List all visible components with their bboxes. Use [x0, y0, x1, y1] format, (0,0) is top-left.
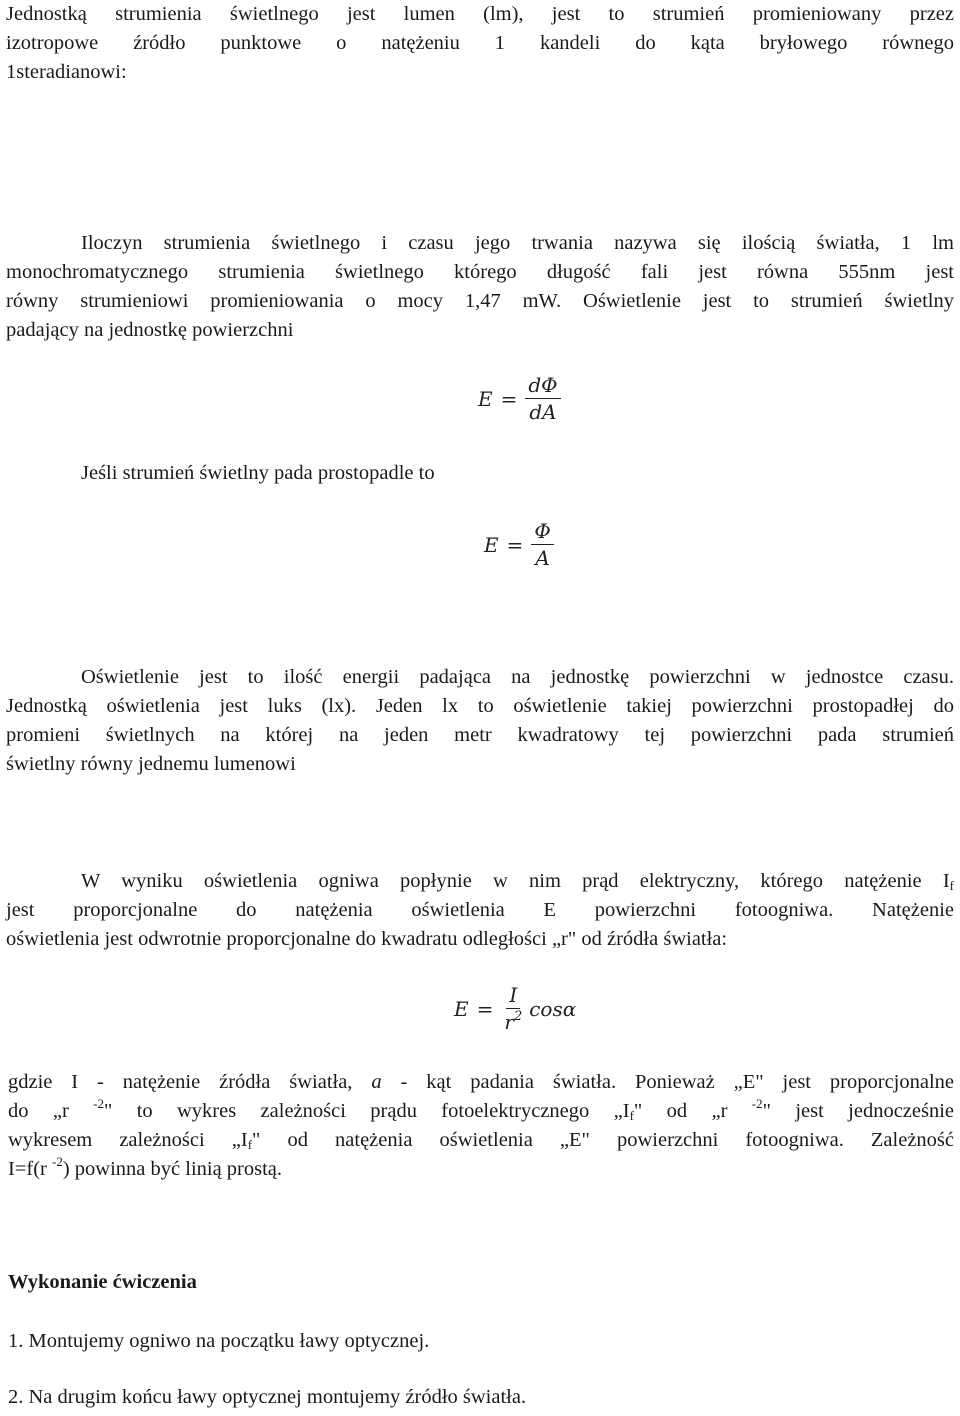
text-line: jest proporcjonalne do natężenia oświetlenia E powierzchni fotoogniwa. Natężenie: [6, 899, 954, 921]
formula-inverse-square: [454, 982, 576, 1035]
text-segment: W wyniku oświetlenia ogniwa popłynie w nim prąd elektryczny, którego natężenie I: [81, 870, 950, 892]
text-line: 1steradianowi:: [6, 61, 127, 83]
text-segment: ) powinna być linią prostą.: [62, 1158, 283, 1180]
formula-fraction: [525, 372, 560, 425]
formula-equals: =: [500, 386, 518, 411]
formula-equals: =: [506, 532, 524, 557]
formula-numerator: I: [506, 982, 520, 1009]
text-segment: - kąt padania światła. Ponieważ „E" jest proporcjonalne: [400, 1071, 955, 1093]
text-line: padający na jednostkę powierzchni: [6, 319, 294, 341]
paragraph-illuminance-definition: [6, 663, 954, 779]
text-line: Iloczyn strumienia świetlnego i czasu jego trwania nazywa się ilością światła, 1 lm: [81, 232, 954, 254]
paragraph-lumen-definition: [6, 0, 954, 87]
list-item: 1. Montujemy ogniwo na początku ławy optycznej.: [8, 1330, 430, 1352]
text-line: [8, 1097, 954, 1126]
text-segment: wykresem zależności „I: [8, 1129, 248, 1151]
superscript: -2: [52, 1154, 63, 1169]
section-heading: Wykonanie ćwiczenia: [8, 1271, 197, 1293]
text-line: Oświetlenie jest to ilość energii padająca na jednostkę powierzchni w jednostce czasu.: [81, 666, 954, 688]
text-line: Jednostką oświetlenia jest luks (lx). Jeden lx to oświetlenie takiej powierzchni prostopadłej do: [6, 695, 954, 717]
text-segment: gdzie I - natężenie źródła światła,: [8, 1071, 353, 1093]
formula-equals: =: [476, 996, 494, 1021]
formula-fraction: [531, 518, 553, 571]
formula-exponent: 2: [513, 1009, 523, 1024]
text-line: [8, 1068, 954, 1097]
text-line: świetlny równy jednemu lumenowi: [6, 753, 296, 775]
formula-lhs: E: [478, 386, 493, 411]
paragraph-perpendicular: Jeśli strumień świetlny pada prostopadle to: [81, 462, 435, 484]
text-line: promieni świetlnych na której na jeden metr kwadratowy tej powierzchni pada strumień: [6, 724, 954, 746]
text-line: równy strumieniowi promieniowania o mocy 1,47 mW. Oświetlenie jest to strumień świetlny: [6, 290, 954, 312]
text-line: oświetlenia jest odwrotnie proporcjonalne do kwadratu odległości „r" od źródła światła:: [6, 928, 728, 950]
text-segment: " to wykres zależności prądu fotoelektrycznego „I: [103, 1100, 630, 1122]
formula-denominator-base: r: [504, 1010, 514, 1034]
formula-numerator: Φ: [531, 518, 553, 545]
alpha-symbol: a: [371, 1071, 382, 1093]
paragraph-photocell-current: [6, 867, 954, 954]
formula-cosine: cosα: [529, 996, 577, 1021]
paragraph-light-quantity: [6, 229, 954, 345]
text-segment: do „r: [8, 1100, 69, 1122]
text-line: [8, 1155, 954, 1184]
formula-fraction: [501, 982, 525, 1035]
formula-illuminance: [484, 518, 554, 571]
list-item: 2. Na drugim końcu ławy optycznej montujemy źródło światła.: [8, 1386, 527, 1408]
formula-lhs: E: [484, 532, 499, 557]
text-line: [8, 1126, 954, 1155]
text-segment: I=f(r: [8, 1158, 47, 1180]
text-segment: " od natężenia oświetlenia „E" powierzchni fotoogniwa. Zależność: [252, 1129, 955, 1151]
superscript: -2: [751, 1096, 763, 1111]
formula-denominator: dA: [529, 400, 557, 424]
formula-denominator: [501, 1009, 525, 1035]
text-line: Jednostką strumienia świetlnego jest lumen (lm), jest to strumień promieniowany przez: [6, 3, 954, 25]
text-line: monochromatycznego strumienia świetlnego którego długość fali jest równa 555nm jest: [6, 261, 954, 283]
text-segment: " jest jednocześnie: [762, 1100, 955, 1122]
formula-illuminance-differential: [478, 372, 561, 425]
subscript: f: [629, 1108, 634, 1123]
formula-lhs: E: [454, 996, 469, 1021]
text-line: [6, 867, 954, 896]
superscript: -2: [93, 1096, 104, 1111]
formula-numerator: dΦ: [525, 372, 560, 399]
subscript: f: [949, 878, 954, 893]
text-line: izotropowe źródło punktowe o natężeniu 1 kandeli do kąta bryłowego równego: [6, 32, 954, 54]
text-segment: " od „r: [633, 1100, 728, 1122]
subscript: f: [247, 1137, 253, 1152]
formula-denominator: A: [535, 546, 550, 570]
paragraph-proportionality: [8, 1068, 954, 1184]
